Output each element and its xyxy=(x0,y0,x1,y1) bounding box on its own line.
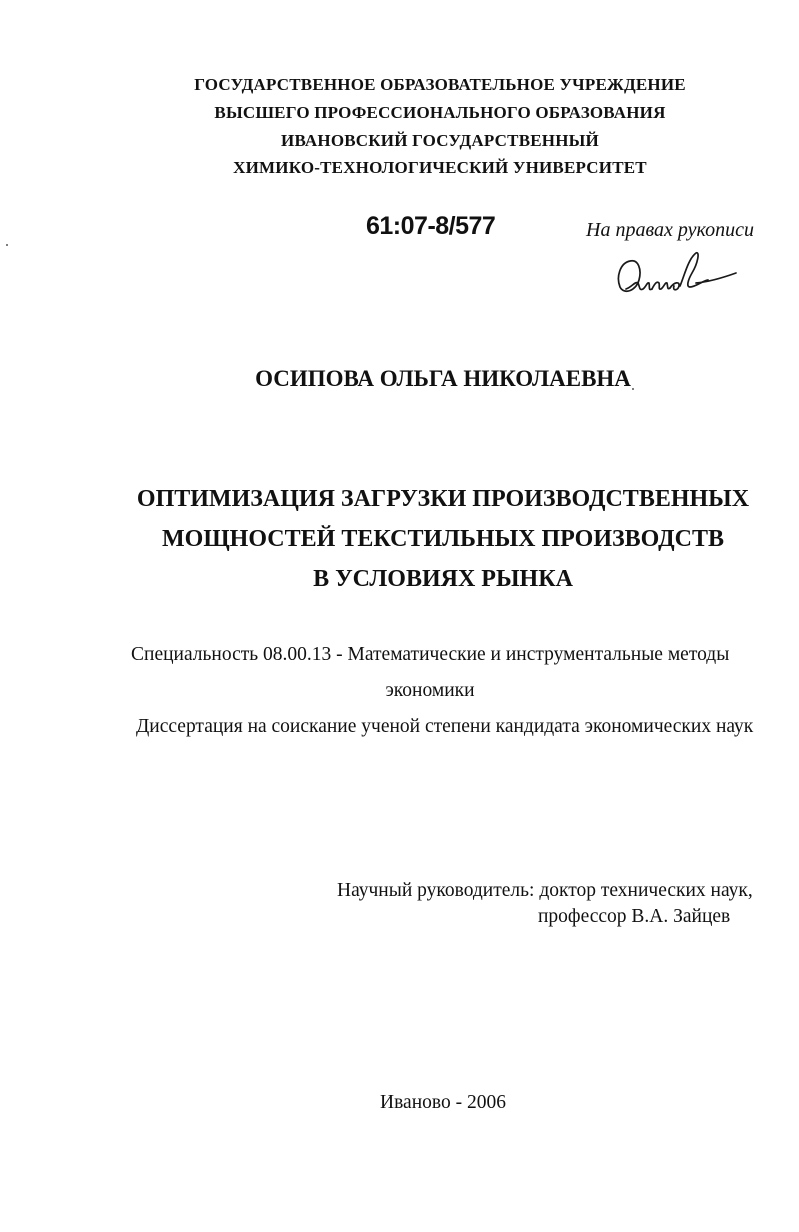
catalog-code: 61:07-8/577 xyxy=(366,212,496,240)
scan-speck xyxy=(632,388,634,390)
institution-line-1: ГОСУДАРСТВЕННОЕ ОБРАЗОВАТЕЛЬНОЕ УЧРЕЖДЕНИЕ xyxy=(194,75,686,94)
scan-speck xyxy=(6,244,8,246)
institution-line-2: ВЫСШЕГО ПРОФЕССИОНАЛЬНОГО ОБРАЗОВАНИЯ xyxy=(214,103,666,122)
place-year: Иваново - 2006 xyxy=(380,1092,506,1113)
institution-line-3: ИВАНОВСКИЙ ГОСУДАРСТВЕННЫЙ xyxy=(281,131,599,150)
supervisor-line-1: Научный руководитель: доктор технических наук, xyxy=(337,880,753,901)
specialty-line-2: экономики xyxy=(385,680,475,701)
title-line-1: ОПТИМИЗАЦИЯ ЗАГРУЗКИ ПРОИЗВОДСТВЕННЫХ xyxy=(136,486,750,512)
institution-line-4: ХИМИКО-ТЕХНОЛОГИЧЕСКИЙ УНИВЕРСИТЕТ xyxy=(233,158,647,177)
title-line-2: МОЩНОСТЕЙ ТЕКСТИЛЬНЫХ ПРОИЗВОДСТВ xyxy=(162,526,724,552)
title-line-3: В УСЛОВИЯХ РЫНКА xyxy=(313,566,573,592)
signature-image xyxy=(612,247,740,299)
supervisor-line-2: профессор В.А. Зайцев xyxy=(538,906,731,927)
author-name: ОСИПОВА ОЛЬГА НИКОЛАЕВНА xyxy=(255,366,631,391)
specialty-line-1: Специальность 08.00.13 - Математические и инструментальные методы xyxy=(131,644,730,665)
manuscript-rights: На правах рукописи xyxy=(586,219,754,241)
dissertation-statement: Диссертация на соискание ученой степени кандидата экономических наук xyxy=(136,716,754,737)
